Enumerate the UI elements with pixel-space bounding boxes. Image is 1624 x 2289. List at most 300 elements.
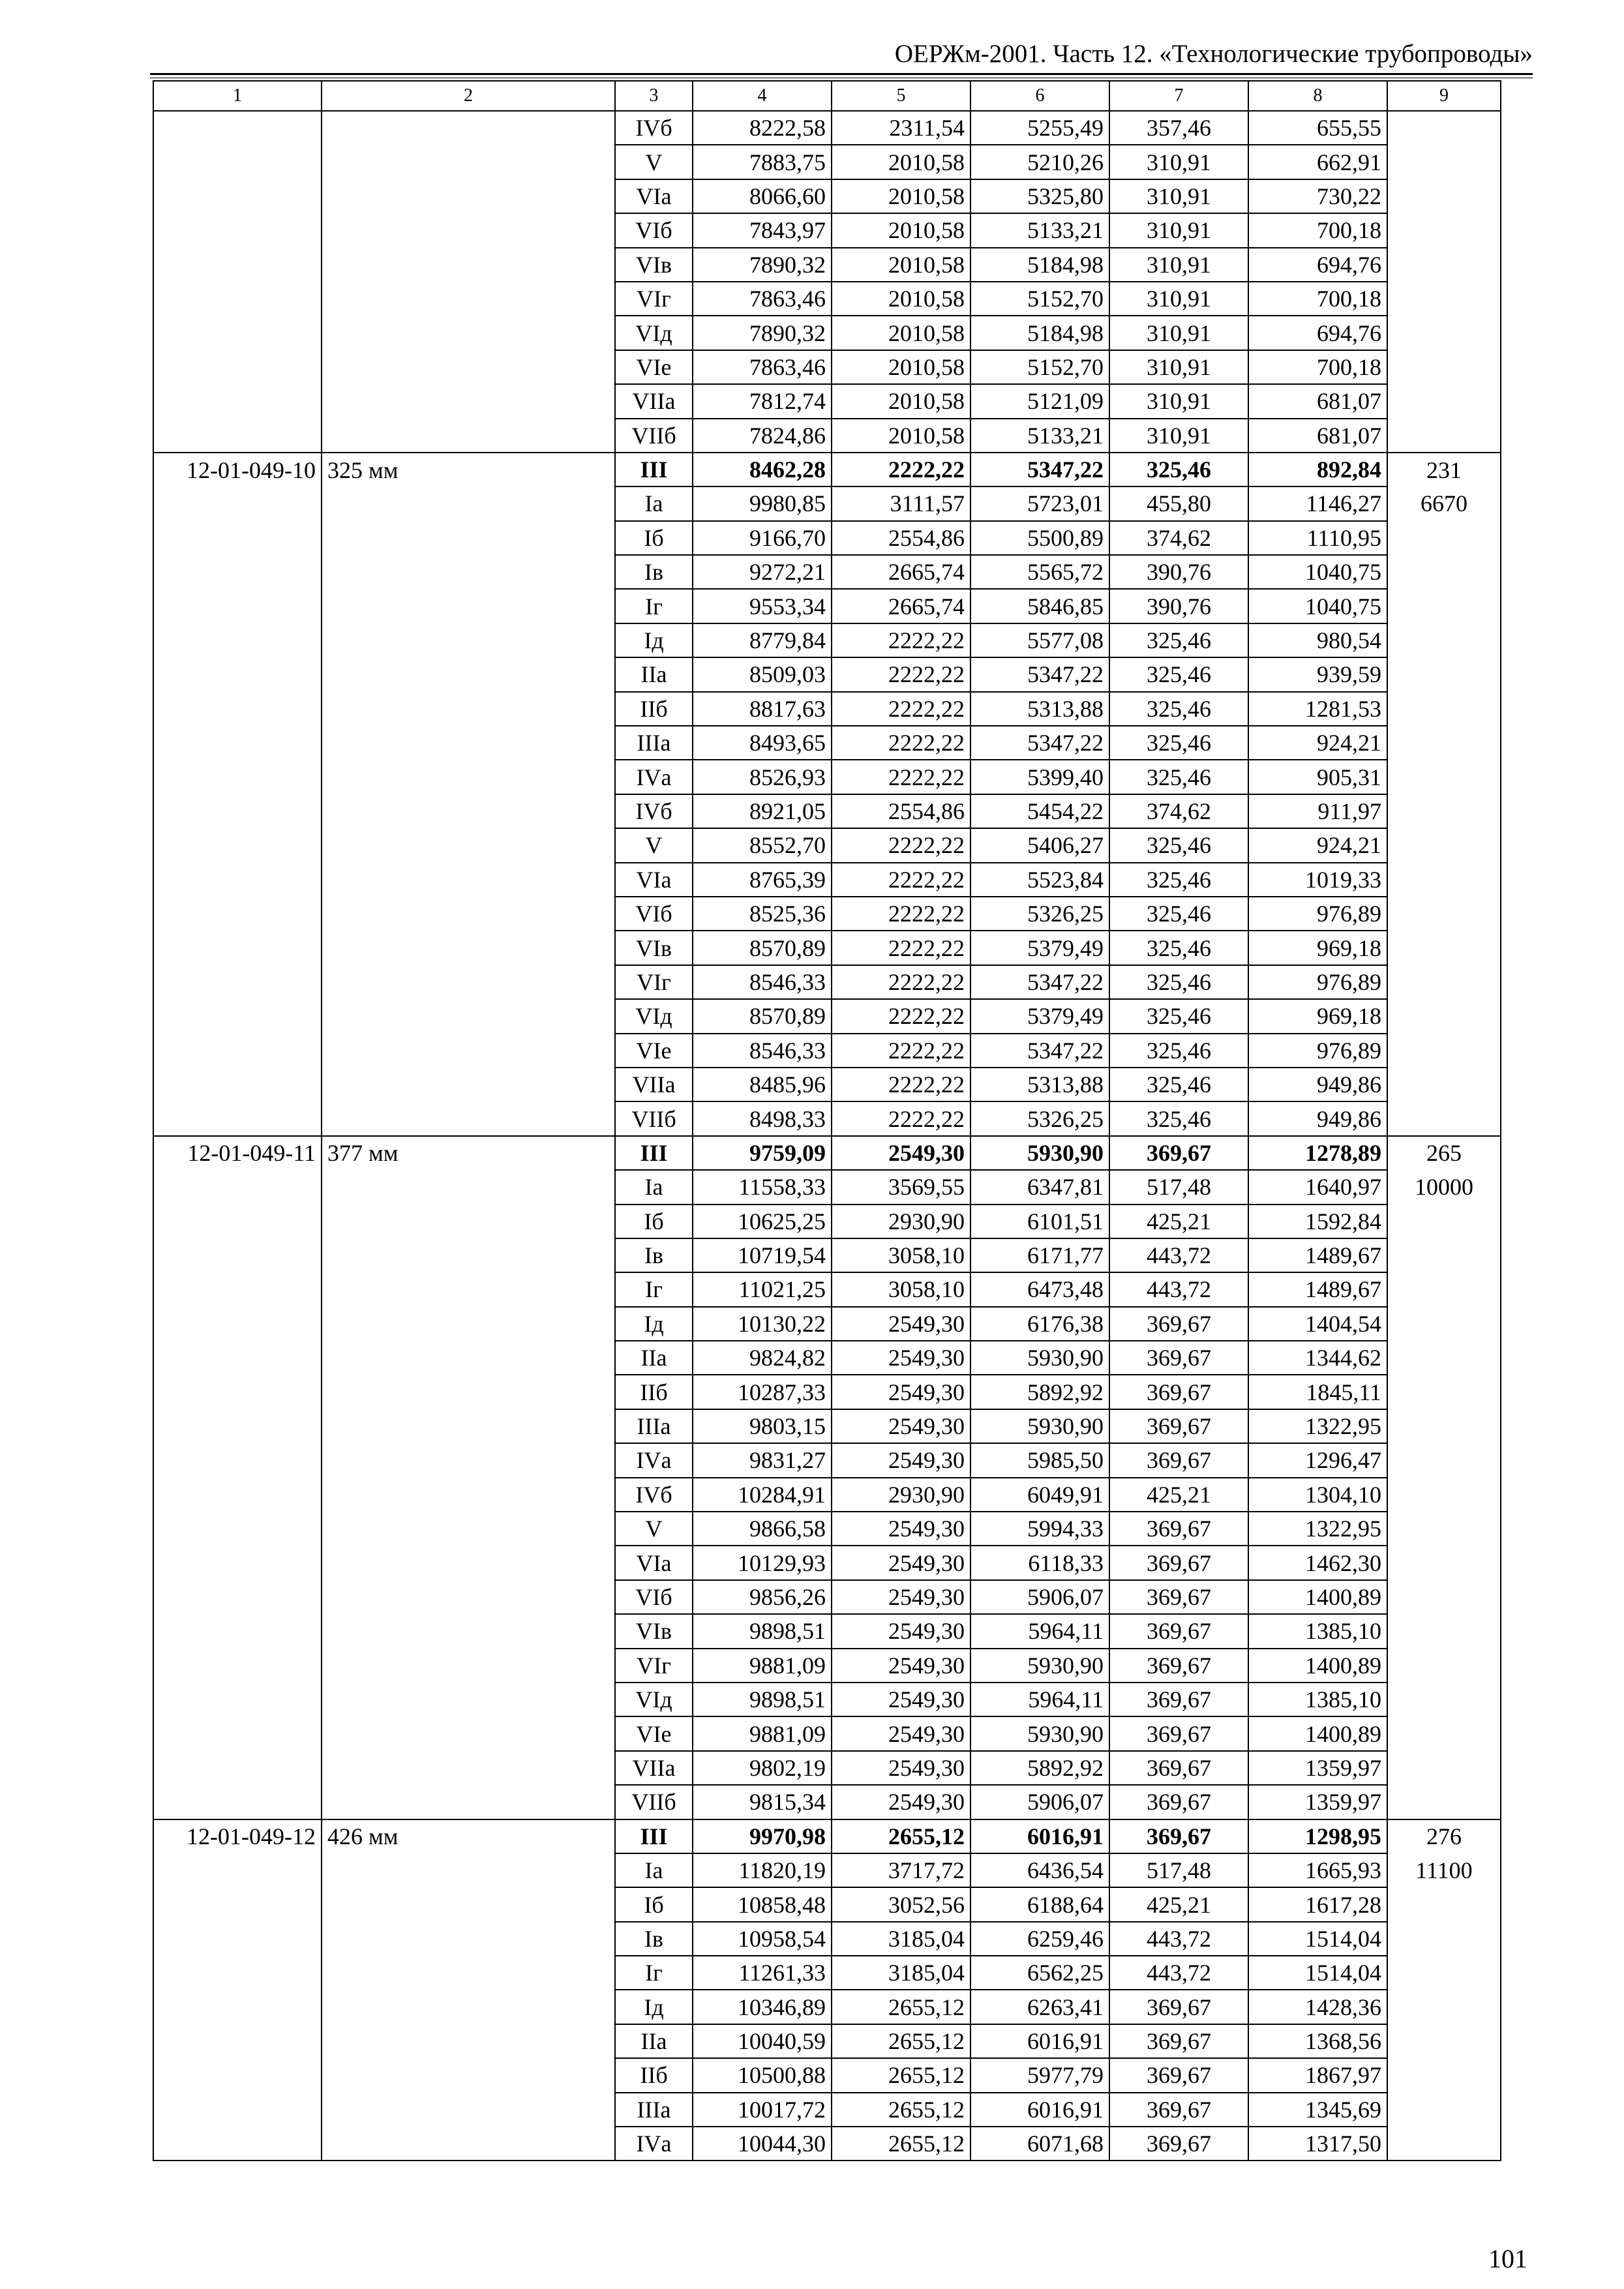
empty-cell bbox=[1387, 1409, 1501, 1443]
empty-cell bbox=[1387, 2093, 1501, 2127]
total-cost: 7863,46 bbox=[693, 282, 832, 316]
labor-cost: 2655,12 bbox=[832, 2024, 970, 2058]
total-cost: 7843,97 bbox=[693, 213, 832, 247]
total-cost: 9759,09 bbox=[693, 1136, 832, 1170]
pipe-diameter bbox=[322, 657, 615, 691]
operator-wages: 310,91 bbox=[1109, 282, 1248, 316]
operator-wages: 325,46 bbox=[1109, 931, 1248, 965]
pipe-diameter bbox=[322, 1341, 615, 1375]
machine-cost: 6436,54 bbox=[970, 1853, 1109, 1887]
zone-class: VIб bbox=[615, 1580, 693, 1614]
pipe-diameter bbox=[322, 1785, 615, 1819]
rate-code bbox=[153, 384, 322, 418]
total-cost: 10129,93 bbox=[693, 1546, 832, 1579]
table-row bbox=[153, 2093, 1501, 2127]
pipe-diameter bbox=[322, 1204, 615, 1238]
zone-class: VIб bbox=[615, 213, 693, 247]
zone-class: VIд bbox=[615, 999, 693, 1033]
labor-cost: 2222,22 bbox=[832, 1101, 970, 1135]
pipe-diameter bbox=[322, 1512, 615, 1546]
table-row bbox=[153, 213, 1501, 247]
machine-cost: 5930,90 bbox=[970, 1716, 1109, 1750]
column-number-2: 2 bbox=[322, 81, 615, 111]
zone-class: Iа bbox=[615, 486, 693, 520]
rate-code bbox=[153, 213, 322, 247]
labor-cost: 2554,86 bbox=[832, 794, 970, 828]
rate-code bbox=[153, 1307, 322, 1341]
empty-cell bbox=[1387, 726, 1501, 760]
pipe-diameter bbox=[322, 1751, 615, 1785]
zone-class: VIIа bbox=[615, 1751, 693, 1785]
machine-cost: 5133,21 bbox=[970, 213, 1109, 247]
materials-cost: 1514,04 bbox=[1248, 1922, 1387, 1956]
rate-code bbox=[153, 726, 322, 760]
empty-cell bbox=[1387, 1443, 1501, 1477]
zone-class: IIIа bbox=[615, 726, 693, 760]
pipe-diameter bbox=[322, 931, 615, 965]
zone-class: Iв bbox=[615, 1922, 693, 1956]
materials-cost: 1428,36 bbox=[1248, 1990, 1387, 2024]
table-row bbox=[153, 999, 1501, 1033]
empty-cell bbox=[1387, 419, 1501, 453]
total-cost: 9898,51 bbox=[693, 1683, 832, 1716]
total-cost: 7812,74 bbox=[693, 384, 832, 418]
labor-cost: 2010,58 bbox=[832, 248, 970, 282]
pipe-diameter bbox=[322, 1853, 615, 1887]
machine-cost: 5723,01 bbox=[970, 486, 1109, 520]
labor-cost: 2549,30 bbox=[832, 1375, 970, 1409]
labor-cost: 2222,22 bbox=[832, 692, 970, 726]
operator-wages: 369,67 bbox=[1109, 1683, 1248, 1716]
table-row bbox=[153, 350, 1501, 384]
materials-cost: 1489,67 bbox=[1248, 1238, 1387, 1272]
materials-cost: 700,18 bbox=[1248, 213, 1387, 247]
zone-class: IVб bbox=[615, 794, 693, 828]
operator-wages: 325,46 bbox=[1109, 828, 1248, 862]
labor-cost: 3717,72 bbox=[832, 1853, 970, 1887]
pipe-diameter bbox=[322, 1956, 615, 1990]
materials-cost: 1617,28 bbox=[1248, 1887, 1387, 1921]
empty-cell bbox=[1387, 2127, 1501, 2161]
empty-cell bbox=[1387, 1614, 1501, 1648]
empty-cell bbox=[1387, 1580, 1501, 1614]
materials-cost: 1867,97 bbox=[1248, 2058, 1387, 2092]
zone-class: Iа bbox=[615, 1170, 693, 1204]
pipe-diameter bbox=[322, 419, 615, 453]
total-cost: 10044,30 bbox=[693, 2127, 832, 2161]
machine-cost: 5347,22 bbox=[970, 657, 1109, 691]
total-cost: 11261,33 bbox=[693, 1956, 832, 1990]
materials-cost: 980,54 bbox=[1248, 623, 1387, 657]
material-quantity bbox=[1387, 145, 1501, 179]
pipe-diameter bbox=[322, 2093, 615, 2127]
operator-wages: 390,76 bbox=[1109, 555, 1248, 589]
rate-code bbox=[153, 931, 322, 965]
empty-cell bbox=[1387, 1478, 1501, 1512]
empty-cell bbox=[1387, 897, 1501, 931]
machine-cost: 5152,70 bbox=[970, 282, 1109, 316]
materials-cost: 976,89 bbox=[1248, 897, 1387, 931]
zone-class: Iг bbox=[615, 1956, 693, 1990]
operator-wages: 369,67 bbox=[1109, 2024, 1248, 2058]
zone-class: III bbox=[615, 1136, 693, 1170]
machine-cost: 5152,70 bbox=[970, 350, 1109, 384]
total-cost: 8817,63 bbox=[693, 692, 832, 726]
empty-cell bbox=[1387, 521, 1501, 555]
zone-class: Iд bbox=[615, 1307, 693, 1341]
machine-cost: 5121,09 bbox=[970, 384, 1109, 418]
materials-cost: 1400,89 bbox=[1248, 1580, 1387, 1614]
table-row bbox=[153, 145, 1501, 179]
material-quantity: 6670 bbox=[1387, 486, 1501, 520]
operator-wages: 310,91 bbox=[1109, 419, 1248, 453]
operator-wages: 325,46 bbox=[1109, 453, 1248, 486]
pipe-diameter bbox=[322, 555, 615, 589]
total-cost: 9898,51 bbox=[693, 1614, 832, 1648]
machine-cost: 5184,98 bbox=[970, 248, 1109, 282]
operator-wages: 369,67 bbox=[1109, 1716, 1248, 1750]
materials-cost: 730,22 bbox=[1248, 179, 1387, 213]
machine-cost: 5523,84 bbox=[970, 863, 1109, 897]
materials-cost: 1146,27 bbox=[1248, 486, 1387, 520]
empty-cell bbox=[1387, 589, 1501, 623]
materials-cost: 1845,11 bbox=[1248, 1375, 1387, 1409]
pipe-diameter bbox=[322, 1034, 615, 1068]
table-row bbox=[153, 521, 1501, 555]
materials-cost: 1368,56 bbox=[1248, 2024, 1387, 2058]
labor-cost: 2010,58 bbox=[832, 384, 970, 418]
operator-wages: 357,46 bbox=[1109, 111, 1248, 145]
zone-class: VIв bbox=[615, 931, 693, 965]
table-row bbox=[153, 1375, 1501, 1409]
empty-cell bbox=[1387, 1683, 1501, 1716]
table-row bbox=[153, 1990, 1501, 2024]
labor-cost: 2222,22 bbox=[832, 657, 970, 691]
table-row bbox=[153, 931, 1501, 965]
table-row bbox=[153, 1580, 1501, 1614]
pipe-diameter bbox=[322, 1580, 615, 1614]
empty-cell bbox=[1387, 316, 1501, 350]
pipe-diameter bbox=[322, 248, 615, 282]
pipe-diameter bbox=[322, 1272, 615, 1306]
materials-cost: 1514,04 bbox=[1248, 1956, 1387, 1990]
empty-cell bbox=[1387, 999, 1501, 1033]
operator-wages: 325,46 bbox=[1109, 863, 1248, 897]
rate-code bbox=[153, 1443, 322, 1477]
machine-cost: 5964,11 bbox=[970, 1683, 1109, 1716]
rate-code bbox=[153, 1887, 322, 1921]
labor-cost: 3058,10 bbox=[832, 1272, 970, 1306]
rate-code bbox=[153, 111, 322, 145]
zone-class: VIIа bbox=[615, 1068, 693, 1101]
rate-code bbox=[153, 692, 322, 726]
machine-cost: 5347,22 bbox=[970, 453, 1109, 486]
operator-wages: 443,72 bbox=[1109, 1272, 1248, 1306]
materials-cost: 1019,33 bbox=[1248, 863, 1387, 897]
rate-code bbox=[153, 897, 322, 931]
column-number-8: 8 bbox=[1248, 81, 1387, 111]
zone-class: IVб bbox=[615, 111, 693, 145]
labor-hours bbox=[1387, 111, 1501, 145]
table-row bbox=[153, 1341, 1501, 1375]
machine-cost: 6562,25 bbox=[970, 1956, 1109, 1990]
machine-cost: 6049,91 bbox=[970, 1478, 1109, 1512]
total-cost: 8525,36 bbox=[693, 897, 832, 931]
zone-class: IIб bbox=[615, 692, 693, 726]
operator-wages: 517,48 bbox=[1109, 1853, 1248, 1887]
materials-cost: 1592,84 bbox=[1248, 1204, 1387, 1238]
table-row bbox=[153, 1101, 1501, 1135]
empty-cell bbox=[1387, 1101, 1501, 1135]
table-row bbox=[153, 1683, 1501, 1716]
pipe-diameter bbox=[322, 965, 615, 999]
pipe-diameter bbox=[322, 999, 615, 1033]
empty-cell bbox=[1387, 828, 1501, 862]
rate-code bbox=[153, 1512, 322, 1546]
total-cost: 8066,60 bbox=[693, 179, 832, 213]
machine-cost: 5930,90 bbox=[970, 1649, 1109, 1683]
machine-cost: 5379,49 bbox=[970, 999, 1109, 1033]
labor-cost: 2222,22 bbox=[832, 897, 970, 931]
total-cost: 10040,59 bbox=[693, 2024, 832, 2058]
zone-class: VIа bbox=[615, 1546, 693, 1579]
operator-wages: 325,46 bbox=[1109, 657, 1248, 691]
machine-cost: 5379,49 bbox=[970, 931, 1109, 965]
total-cost: 8526,93 bbox=[693, 760, 832, 794]
labor-cost: 2930,90 bbox=[832, 1478, 970, 1512]
empty-cell bbox=[1387, 965, 1501, 999]
materials-cost: 1462,30 bbox=[1248, 1546, 1387, 1579]
total-cost: 8493,65 bbox=[693, 726, 832, 760]
total-cost: 8552,70 bbox=[693, 828, 832, 862]
operator-wages: 369,67 bbox=[1109, 1512, 1248, 1546]
machine-cost: 6118,33 bbox=[970, 1546, 1109, 1579]
machine-cost: 5326,25 bbox=[970, 897, 1109, 931]
materials-cost: 1040,75 bbox=[1248, 555, 1387, 589]
total-cost: 9272,21 bbox=[693, 555, 832, 589]
labor-cost: 2222,22 bbox=[832, 828, 970, 862]
total-cost: 10625,25 bbox=[693, 1204, 832, 1238]
machine-cost: 5347,22 bbox=[970, 965, 1109, 999]
pipe-diameter bbox=[322, 589, 615, 623]
operator-wages: 369,67 bbox=[1109, 1990, 1248, 2024]
labor-cost: 2655,12 bbox=[832, 2093, 970, 2127]
materials-cost: 1385,10 bbox=[1248, 1683, 1387, 1716]
table-row bbox=[153, 1614, 1501, 1648]
labor-cost: 2010,58 bbox=[832, 316, 970, 350]
operator-wages: 425,21 bbox=[1109, 1478, 1248, 1512]
labor-cost: 2665,74 bbox=[832, 555, 970, 589]
rate-code bbox=[153, 1341, 322, 1375]
machine-cost: 5347,22 bbox=[970, 1034, 1109, 1068]
labor-cost: 2222,22 bbox=[832, 1034, 970, 1068]
table-row bbox=[153, 897, 1501, 931]
pipe-diameter bbox=[322, 1922, 615, 1956]
labor-cost: 3111,57 bbox=[832, 486, 970, 520]
labor-cost: 2554,86 bbox=[832, 521, 970, 555]
operator-wages: 325,46 bbox=[1109, 726, 1248, 760]
running-header: ОЕРЖм-2001. Часть 12. «Технологические трубопроводы» bbox=[894, 40, 1533, 68]
zone-class: III bbox=[615, 1819, 693, 1853]
materials-cost: 1400,89 bbox=[1248, 1649, 1387, 1683]
rate-code bbox=[153, 555, 322, 589]
table-row bbox=[153, 179, 1501, 213]
total-cost: 8546,33 bbox=[693, 965, 832, 999]
operator-wages: 369,67 bbox=[1109, 1375, 1248, 1409]
labor-cost: 2549,30 bbox=[832, 1683, 970, 1716]
labor-cost: 2222,22 bbox=[832, 726, 970, 760]
table-row bbox=[153, 760, 1501, 794]
pipe-diameter bbox=[322, 1443, 615, 1477]
materials-cost: 681,07 bbox=[1248, 384, 1387, 418]
table-row bbox=[153, 1307, 1501, 1341]
rate-code bbox=[153, 863, 322, 897]
table-row bbox=[153, 111, 1501, 145]
machine-cost: 5326,25 bbox=[970, 1101, 1109, 1135]
materials-cost: 1278,89 bbox=[1248, 1136, 1387, 1170]
operator-wages: 369,67 bbox=[1109, 1649, 1248, 1683]
labor-cost: 3185,04 bbox=[832, 1956, 970, 1990]
operator-wages: 369,67 bbox=[1109, 1136, 1248, 1170]
empty-cell bbox=[1387, 1716, 1501, 1750]
pipe-diameter bbox=[322, 179, 615, 213]
rate-code bbox=[153, 1170, 322, 1204]
zone-class: IIIа bbox=[615, 2093, 693, 2127]
materials-cost: 892,84 bbox=[1248, 453, 1387, 486]
materials-cost: 1404,54 bbox=[1248, 1307, 1387, 1341]
empty-cell bbox=[1387, 1922, 1501, 1956]
pipe-diameter bbox=[322, 692, 615, 726]
empty-cell bbox=[1387, 1068, 1501, 1101]
rate-code bbox=[153, 1990, 322, 2024]
operator-wages: 369,67 bbox=[1109, 1819, 1248, 1853]
operator-wages: 369,67 bbox=[1109, 1409, 1248, 1443]
empty-cell bbox=[1387, 2024, 1501, 2058]
pipe-diameter bbox=[322, 794, 615, 828]
empty-cell bbox=[1387, 1512, 1501, 1546]
pipe-diameter bbox=[322, 1990, 615, 2024]
rate-code bbox=[153, 1375, 322, 1409]
labor-cost: 2222,22 bbox=[832, 623, 970, 657]
empty-cell bbox=[1387, 760, 1501, 794]
empty-cell bbox=[1387, 657, 1501, 691]
labor-cost: 2311,54 bbox=[832, 111, 970, 145]
empty-cell bbox=[1387, 1649, 1501, 1683]
machine-cost: 6016,91 bbox=[970, 2093, 1109, 2127]
header-rule-thick bbox=[150, 73, 1533, 75]
zone-class: IIа bbox=[615, 1341, 693, 1375]
empty-cell bbox=[1387, 350, 1501, 384]
machine-cost: 5454,22 bbox=[970, 794, 1109, 828]
labor-cost: 3185,04 bbox=[832, 1922, 970, 1956]
materials-cost: 1322,95 bbox=[1248, 1512, 1387, 1546]
rate-code bbox=[153, 1751, 322, 1785]
table-row bbox=[153, 1887, 1501, 1921]
empty-cell bbox=[1387, 692, 1501, 726]
machine-cost: 5985,50 bbox=[970, 1443, 1109, 1477]
rate-code bbox=[153, 965, 322, 999]
operator-wages: 443,72 bbox=[1109, 1238, 1248, 1272]
operator-wages: 369,67 bbox=[1109, 2093, 1248, 2127]
labor-cost: 2222,22 bbox=[832, 760, 970, 794]
rate-code bbox=[153, 1785, 322, 1819]
zone-class: IVа bbox=[615, 760, 693, 794]
rate-code bbox=[153, 1101, 322, 1135]
pipe-diameter bbox=[322, 521, 615, 555]
labor-cost: 2010,58 bbox=[832, 213, 970, 247]
empty-cell bbox=[1387, 282, 1501, 316]
table-row bbox=[153, 726, 1501, 760]
total-cost: 8498,33 bbox=[693, 1101, 832, 1135]
total-cost: 9866,58 bbox=[693, 1512, 832, 1546]
pipe-diameter bbox=[322, 2058, 615, 2092]
rates-table bbox=[153, 80, 1501, 2161]
empty-cell bbox=[1387, 1238, 1501, 1272]
column-number-6: 6 bbox=[970, 81, 1109, 111]
operator-wages: 325,46 bbox=[1109, 623, 1248, 657]
table-row bbox=[153, 692, 1501, 726]
pipe-diameter bbox=[322, 1887, 615, 1921]
empty-cell bbox=[1387, 1034, 1501, 1068]
pipe-diameter bbox=[322, 1478, 615, 1512]
total-cost: 9824,82 bbox=[693, 1341, 832, 1375]
pipe-diameter bbox=[322, 1546, 615, 1579]
machine-cost: 5846,85 bbox=[970, 589, 1109, 623]
total-cost: 11021,25 bbox=[693, 1272, 832, 1306]
operator-wages: 325,46 bbox=[1109, 1068, 1248, 1101]
labor-cost: 2222,22 bbox=[832, 931, 970, 965]
pipe-diameter bbox=[322, 760, 615, 794]
operator-wages: 310,91 bbox=[1109, 316, 1248, 350]
table-row bbox=[153, 1068, 1501, 1101]
machine-cost: 5313,88 bbox=[970, 1068, 1109, 1101]
rate-code bbox=[153, 1034, 322, 1068]
pipe-diameter bbox=[322, 828, 615, 862]
total-cost: 9553,34 bbox=[693, 589, 832, 623]
total-cost: 10346,89 bbox=[693, 1990, 832, 2024]
operator-wages: 369,67 bbox=[1109, 1751, 1248, 1785]
zone-class: VIг bbox=[615, 965, 693, 999]
table-row bbox=[153, 282, 1501, 316]
zone-class: Iб bbox=[615, 1204, 693, 1238]
rate-code bbox=[153, 1409, 322, 1443]
operator-wages: 369,67 bbox=[1109, 1580, 1248, 1614]
zone-class: VIд bbox=[615, 316, 693, 350]
operator-wages: 310,91 bbox=[1109, 350, 1248, 384]
table-row bbox=[153, 794, 1501, 828]
total-cost: 9803,15 bbox=[693, 1409, 832, 1443]
total-cost: 10958,54 bbox=[693, 1922, 832, 1956]
machine-cost: 5892,92 bbox=[970, 1751, 1109, 1785]
pipe-diameter bbox=[322, 1649, 615, 1683]
table-row bbox=[153, 1649, 1501, 1683]
zone-class: VIг bbox=[615, 282, 693, 316]
pipe-diameter bbox=[322, 1307, 615, 1341]
operator-wages: 369,67 bbox=[1109, 2127, 1248, 2161]
labor-cost: 2655,12 bbox=[832, 1990, 970, 2024]
pipe-diameter bbox=[322, 316, 615, 350]
total-cost: 8546,33 bbox=[693, 1034, 832, 1068]
rate-code bbox=[153, 521, 322, 555]
total-cost: 8509,03 bbox=[693, 657, 832, 691]
labor-cost: 2010,58 bbox=[832, 145, 970, 179]
operator-wages: 443,72 bbox=[1109, 1922, 1248, 1956]
rate-code: 12-01-049-12 bbox=[153, 1819, 322, 1853]
table-row bbox=[153, 1478, 1501, 1512]
operator-wages: 425,21 bbox=[1109, 1887, 1248, 1921]
pipe-diameter bbox=[322, 1238, 615, 1272]
column-number-4: 4 bbox=[693, 81, 832, 111]
